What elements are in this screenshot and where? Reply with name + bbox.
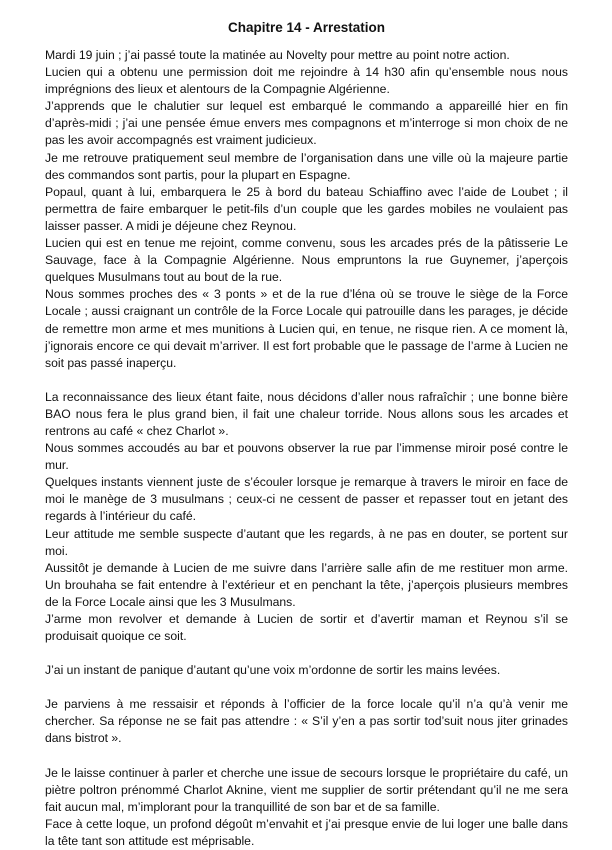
paragraph: Leur attitude me semble suspecte d’autant que les regards, à ne pas en douter, se portent sur moi. — [45, 526, 568, 558]
paragraph-spacer — [45, 645, 568, 662]
paragraph: Aussitôt je demande à Lucien de me suivre dans l’arrière salle afin de me restituer mon arme. Un brouhaha se fait entendre à l’extérieur et en penchant la tête, j’aperçois plusieurs membres de la Force Locale ainsi que les 3 Musulmans. — [45, 560, 568, 609]
paragraph-spacer — [45, 679, 568, 696]
paragraph: Lucien qui est en tenue me rejoint, comme convenu, sous les arcades prés de la pâtisserie Le Sauvage, face à la Compagnie Algérienne. Nous empruntons la rue Guynemer, j’aperçois quelques Musulmans tout au bout de la rue. — [45, 236, 568, 285]
paragraph: Je le laisse continuer à parler et cherche une issue de secours lorsque le propriétaire du café, un piètre poltron prénommé Charlot Aknine, vient me supplier de sortir prétendant qu’il ne me sera fait aucun mal, m’implorant pour la tranquillité de son bar et de sa famille. — [45, 765, 568, 814]
paragraph: Je parviens à me ressaisir et réponds à l’officier de la force locale qu’il n’a qu’à venir me chercher. Sa réponse ne se fait pas attendre : « S’il y’en a pas sortir tod’suit nous jiter grinades dans bistrot ». — [45, 697, 568, 746]
paragraph: Popaul, quant à lui, embarquera le 25 à bord du bateau Schiaffino avec l’aide de Loubet ; il permettra de faire embarquer le petit-fils d’un couple que les gardes mobiles ne voulaient pas laisser passer. A midi je déjeune chez Reynou. — [45, 184, 568, 233]
paragraph: Nous sommes accoudés au bar et pouvons observer la rue par l’immense miroir posé contre le mur. — [45, 441, 568, 473]
paragraph: J’ai un instant de panique d’autant qu’une voix m’ordonne de sortir les mains levées. — [45, 663, 501, 678]
paragraph: J’apprends que le chalutier sur lequel est embarqué le commando a appareillé hier en fin d’après-midi ; j’ai une pensée émue envers mes compagnons et m’interroge si mon choix de ne pas les avoir accompagnés est vraiment judicieux. — [45, 99, 568, 148]
chapter-title: Chapitre 14 - Arrestation — [227, 20, 386, 35]
paragraph: Face à cette loque, un profond dégoût m’envahit et j’ai presque envie de lui loger une balle dans la tête tant son attitude est méprisable. — [45, 816, 568, 848]
paragraph: J’arme mon revolver et demande à Lucien de sortir et d’avertir maman et Reynou s’il se produisait quoique ce soit. — [45, 612, 568, 644]
paragraph: Quelques instants viennent juste de s’écouler lorsque je remarque à travers le miroir en face de moi le manège de 3 musulmans ; ceux-ci ne cessent de passer et repasser tout en jetant des regards à l’intérieur du café. — [45, 475, 568, 524]
paragraph: Mardi 19 juin ; j’ai passé toute la matinée au Novelty pour mettre au point notre action. — [45, 48, 510, 62]
paragraph-spacer — [45, 372, 568, 389]
document-page — [45, 0, 568, 850]
paragraph: Lucien qui a obtenu une permission doit me rejoindre à 14 h30 afin qu’ensemble nous nous imprégnions des lieux et alentours de la Compagnie Algérienne. — [45, 65, 568, 97]
paragraph: Je me retrouve pratiquement seul membre de l’organisation dans une ville où la majeure partie des commandos sont partis, pour la plupart en Espagne. — [45, 150, 568, 182]
paragraph: La reconnaissance des lieux étant faite, nous décidons d’aller nous rafraîchir ; une bonne bière BAO nous fera le plus grand bien, il fait une chaleur torride. Nous allons sous les arcades et rentrons au café « chez Charlot ». — [45, 389, 568, 438]
paragraph: Nous sommes proches des « 3 ponts » et de la rue d’léna où se trouve le siège de la Force Locale ; aussi craignant un contrôle de la Force Locale qui patrouille dans les parages, je décide de remettre mon arme et mes munitions à Lucien qui, en tenue, ne risque rien. A ce moment là, j’ignorais encore ce qui devait m’arriver. Il est fort probable que le passage de l’arme à Lucien ne soit pas passé inaperçu. — [45, 287, 568, 370]
paragraph-spacer — [45, 748, 568, 765]
